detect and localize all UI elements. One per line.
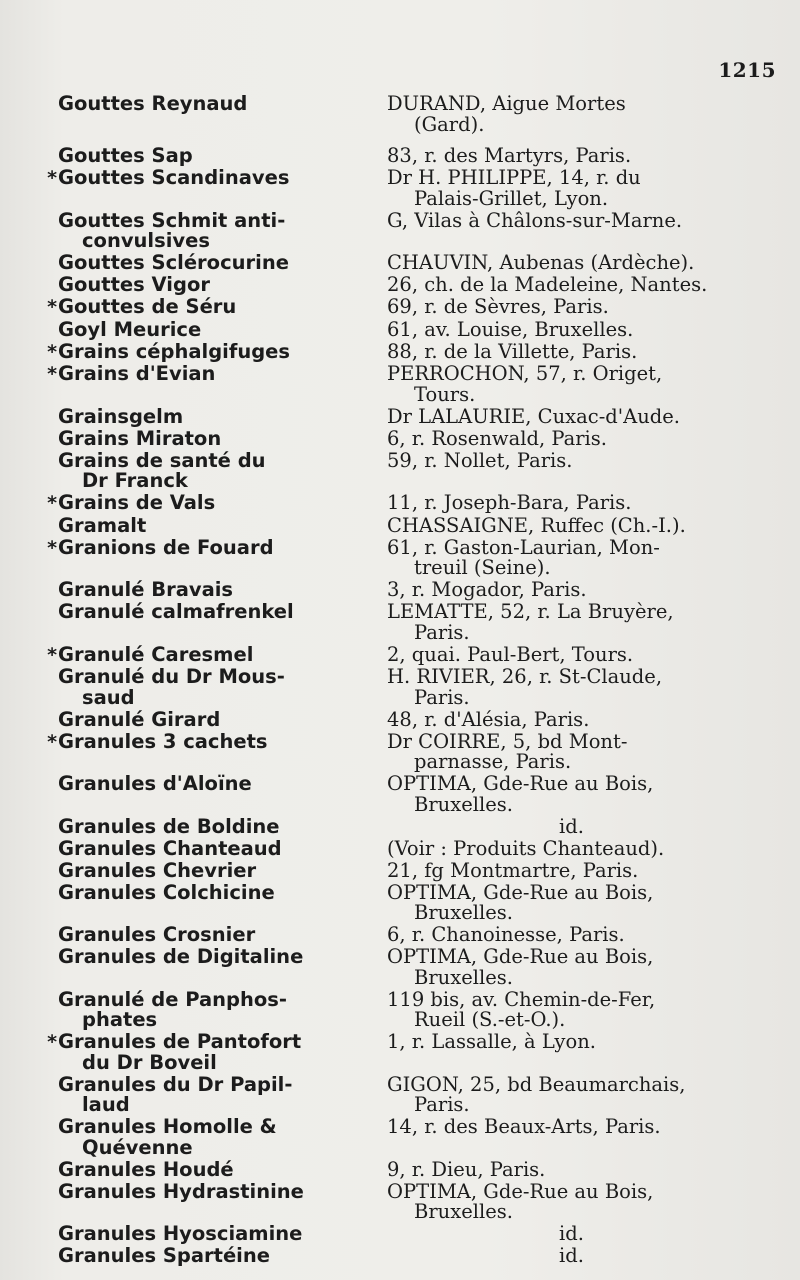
star-marker: [42, 1224, 58, 1245]
product-name: Granules de Pantofort du Dr Boveil: [58, 1030, 302, 1074]
star-marker: [42, 1246, 58, 1267]
product-address: PERROCHON, 57, r. Origet, Tours.: [387, 362, 663, 406]
product-address: GIGON, 25, bd Beaumarchais, Paris.: [387, 1072, 686, 1116]
product-name: Gramalt: [58, 513, 147, 537]
star-marker: [42, 817, 58, 838]
list-item: [0, 880, 800, 924]
product-name: Granules Chevrier: [58, 858, 257, 882]
star-marker: *: [47, 1031, 57, 1053]
product-address: G, Vilas à Châlons-sur-Marne.: [387, 208, 683, 232]
star-marker: [42, 947, 58, 988]
star-marker: [42, 516, 58, 537]
product-address: 6, r. Chanoinesse, Paris.: [387, 923, 625, 946]
product-address: LEMATTE, 52, r. La Bruyère, Paris.: [387, 600, 674, 644]
list-item: [0, 580, 800, 601]
product-name: Gouttes Scandinaves: [58, 166, 290, 189]
list-item: [0, 987, 800, 1031]
star-marker: *: [47, 643, 57, 666]
product-name: Gouttes Vigor: [58, 273, 210, 296]
product-name: Gouttes Reynaud: [58, 92, 248, 115]
star-marker: [42, 253, 58, 274]
star-marker: [42, 429, 58, 450]
star-marker: [42, 407, 58, 428]
product-address: 69, r. de Sèvres, Paris.: [387, 295, 609, 318]
list-item: [0, 426, 800, 450]
list-item: [0, 513, 800, 537]
list-item: [0, 168, 800, 209]
list-item: [0, 729, 800, 773]
list-item: [0, 339, 800, 363]
list-item: [0, 208, 800, 252]
product-name: Granules Hyosciamine: [58, 1222, 303, 1245]
star-marker: [42, 451, 58, 492]
list-item: [0, 947, 800, 988]
list-item: [0, 275, 800, 296]
list-item: [0, 253, 800, 274]
product-address: 83, r. des Martyrs, Paris.: [387, 144, 632, 167]
star-marker: [42, 211, 58, 252]
product-address: OPTIMA, Gde-Rue au Bois, Bruxelles.: [387, 945, 654, 989]
product-name: Granulé de Panphos- phates: [58, 987, 287, 1031]
star-marker: [42, 146, 58, 167]
list-item: [0, 1072, 800, 1116]
list-item: [0, 146, 800, 167]
list-item: [0, 448, 800, 492]
star-marker: [42, 710, 58, 731]
list-item: [0, 1179, 800, 1223]
product-name: Granules Spartéine: [58, 1244, 270, 1267]
product-name: Grains de Vals: [58, 491, 216, 514]
product-address: OPTIMA, Gde-Rue au Bois, Bruxelles.: [387, 772, 654, 816]
star-marker: [42, 94, 58, 135]
star-marker: [42, 861, 58, 882]
list-item: [0, 1157, 800, 1181]
star-marker: [42, 320, 58, 341]
star-marker: [42, 1182, 58, 1223]
list-item: [0, 707, 800, 731]
product-address: H. RIVIER, 26, r. St-Claude, Paris.: [387, 665, 663, 709]
list-item: [0, 836, 800, 860]
list-item: [0, 297, 800, 318]
star-marker: [42, 839, 58, 860]
star-marker: *: [47, 363, 57, 385]
star-marker: [42, 1075, 58, 1116]
product-address: id.: [559, 814, 584, 838]
product-address: 11, r. Joseph-Bara, Paris.: [387, 491, 632, 514]
product-name: Granules Houdé: [58, 1157, 234, 1181]
list-item: [0, 364, 800, 405]
product-address: 61, av. Louise, Bruxelles.: [387, 317, 634, 341]
product-address: Dr H. PHILIPPE, 14, r. du Palais-Grillet, Lyon.: [387, 166, 641, 210]
product-name: Gouttes de Séru: [58, 295, 237, 318]
product-address: 26, ch. de la Madeleine, Nantes.: [387, 273, 708, 296]
star-marker: [42, 602, 58, 643]
list-item: [0, 1246, 800, 1267]
product-name: Granules de Boldine: [58, 814, 280, 838]
star-marker: *: [47, 167, 57, 189]
product-name: Granulé calmafrenkel: [58, 600, 294, 623]
product-address: 2, quai. Paul-Bert, Tours.: [387, 642, 634, 666]
star-marker: [42, 1117, 58, 1158]
product-address: CHASSAIGNE, Ruffec (Ch.-I.).: [387, 513, 686, 537]
product-name: Gouttes Sclérocurine: [58, 251, 289, 274]
star-marker: [42, 990, 58, 1031]
list-item: [0, 602, 800, 643]
product-name: Grains céphalgifuges: [58, 339, 291, 363]
list-item: [0, 1224, 800, 1245]
list-item: [0, 404, 800, 428]
product-address: Dr COIRRE, 5, bd Mont- parnasse, Paris.: [387, 729, 628, 773]
product-name: Granules Colchicine: [58, 880, 275, 904]
product-name: Goyl Meurice: [58, 317, 202, 341]
list-item: [0, 642, 800, 666]
product-address: 3, r. Mogador, Paris.: [387, 578, 587, 601]
product-name: Granulé Caresmel: [58, 642, 254, 666]
product-name: Grains de santé du Dr Franck: [58, 448, 266, 492]
entry-list: [0, 94, 800, 1268]
product-address: 59, r. Nollet, Paris.: [387, 448, 573, 472]
star-marker: [42, 774, 58, 815]
product-name: Granules Chanteaud: [58, 836, 282, 860]
product-address: OPTIMA, Gde-Rue au Bois, Bruxelles.: [387, 880, 654, 924]
product-name: Granules Homolle & Quévenne: [58, 1115, 277, 1159]
product-name: Granulé Bravais: [58, 578, 234, 601]
list-item: [0, 1117, 800, 1158]
product-name: Granules Crosnier: [58, 923, 256, 946]
star-marker: *: [47, 536, 57, 559]
product-address: Dr LALAURIE, Cuxac-d'Aude.: [387, 404, 680, 428]
product-address: CHAUVIN, Aubenas (Ardèche).: [387, 251, 695, 274]
star-marker: *: [47, 492, 57, 514]
list-item: [0, 667, 800, 708]
product-name: Grains d'Evian: [58, 362, 216, 385]
product-name: Granules du Dr Papil- laud: [58, 1072, 293, 1116]
star-marker: [42, 1160, 58, 1181]
product-name: Gouttes Schmit anti- convulsives: [58, 208, 286, 252]
product-name: Grainsgelm: [58, 404, 184, 428]
product-address: 21, fg Montmartre, Paris.: [387, 858, 639, 882]
product-address: OPTIMA, Gde-Rue au Bois, Bruxelles.: [387, 1179, 654, 1223]
product-name: Granules d'Aloïne: [58, 772, 252, 795]
product-address: id.: [559, 1222, 584, 1245]
product-name: Granules Hydrastinine: [58, 1179, 304, 1203]
list-item: [0, 858, 800, 882]
product-address: 9, r. Dieu, Paris.: [387, 1157, 546, 1181]
star-marker: *: [47, 340, 57, 363]
star-marker: [42, 580, 58, 601]
star-marker: [42, 883, 58, 924]
product-address: id.: [559, 1244, 584, 1267]
list-item: [0, 774, 800, 815]
product-name: Granulé du Dr Mous- saud: [58, 665, 285, 709]
product-name: Granules de Digitaline: [58, 945, 304, 968]
product-name: Granions de Fouard: [58, 535, 274, 559]
product-name: Granulé Girard: [58, 707, 221, 731]
list-item: [0, 535, 800, 579]
product-address: 14, r. des Beaux-Arts, Paris.: [387, 1115, 661, 1138]
product-name: Grains Miraton: [58, 426, 222, 450]
star-marker: [42, 275, 58, 296]
star-marker: [42, 925, 58, 946]
list-item: [0, 814, 800, 838]
product-address: 61, r. Gaston-Laurian, Mon- treuil (Seine).: [387, 535, 660, 579]
product-address: DURAND, Aigue Mortes (Gard).: [387, 92, 626, 136]
star-marker: *: [47, 296, 57, 318]
product-address: (Voir : Produits Chanteaud).: [387, 836, 665, 860]
product-name: Gouttes Sap: [58, 144, 193, 167]
product-address: 119 bis, av. Chemin-de-Fer, Rueil (S.-et-O.).: [387, 987, 656, 1031]
list-item: [0, 317, 800, 341]
product-address: 88, r. de la Villette, Paris.: [387, 339, 638, 363]
page-number: 1215: [718, 58, 776, 82]
star-marker: *: [47, 730, 57, 753]
product-address: 48, r. d'Alésia, Paris.: [387, 707, 590, 731]
product-address: 1, r. Lassalle, à Lyon.: [387, 1030, 596, 1053]
list-item: [0, 925, 800, 946]
list-item: [0, 493, 800, 514]
product-name: Granules 3 cachets: [58, 729, 268, 753]
product-address: 6, r. Rosenwald, Paris.: [387, 426, 607, 450]
list-item: [0, 1032, 800, 1073]
list-item: [0, 94, 800, 135]
star-marker: [42, 667, 58, 708]
